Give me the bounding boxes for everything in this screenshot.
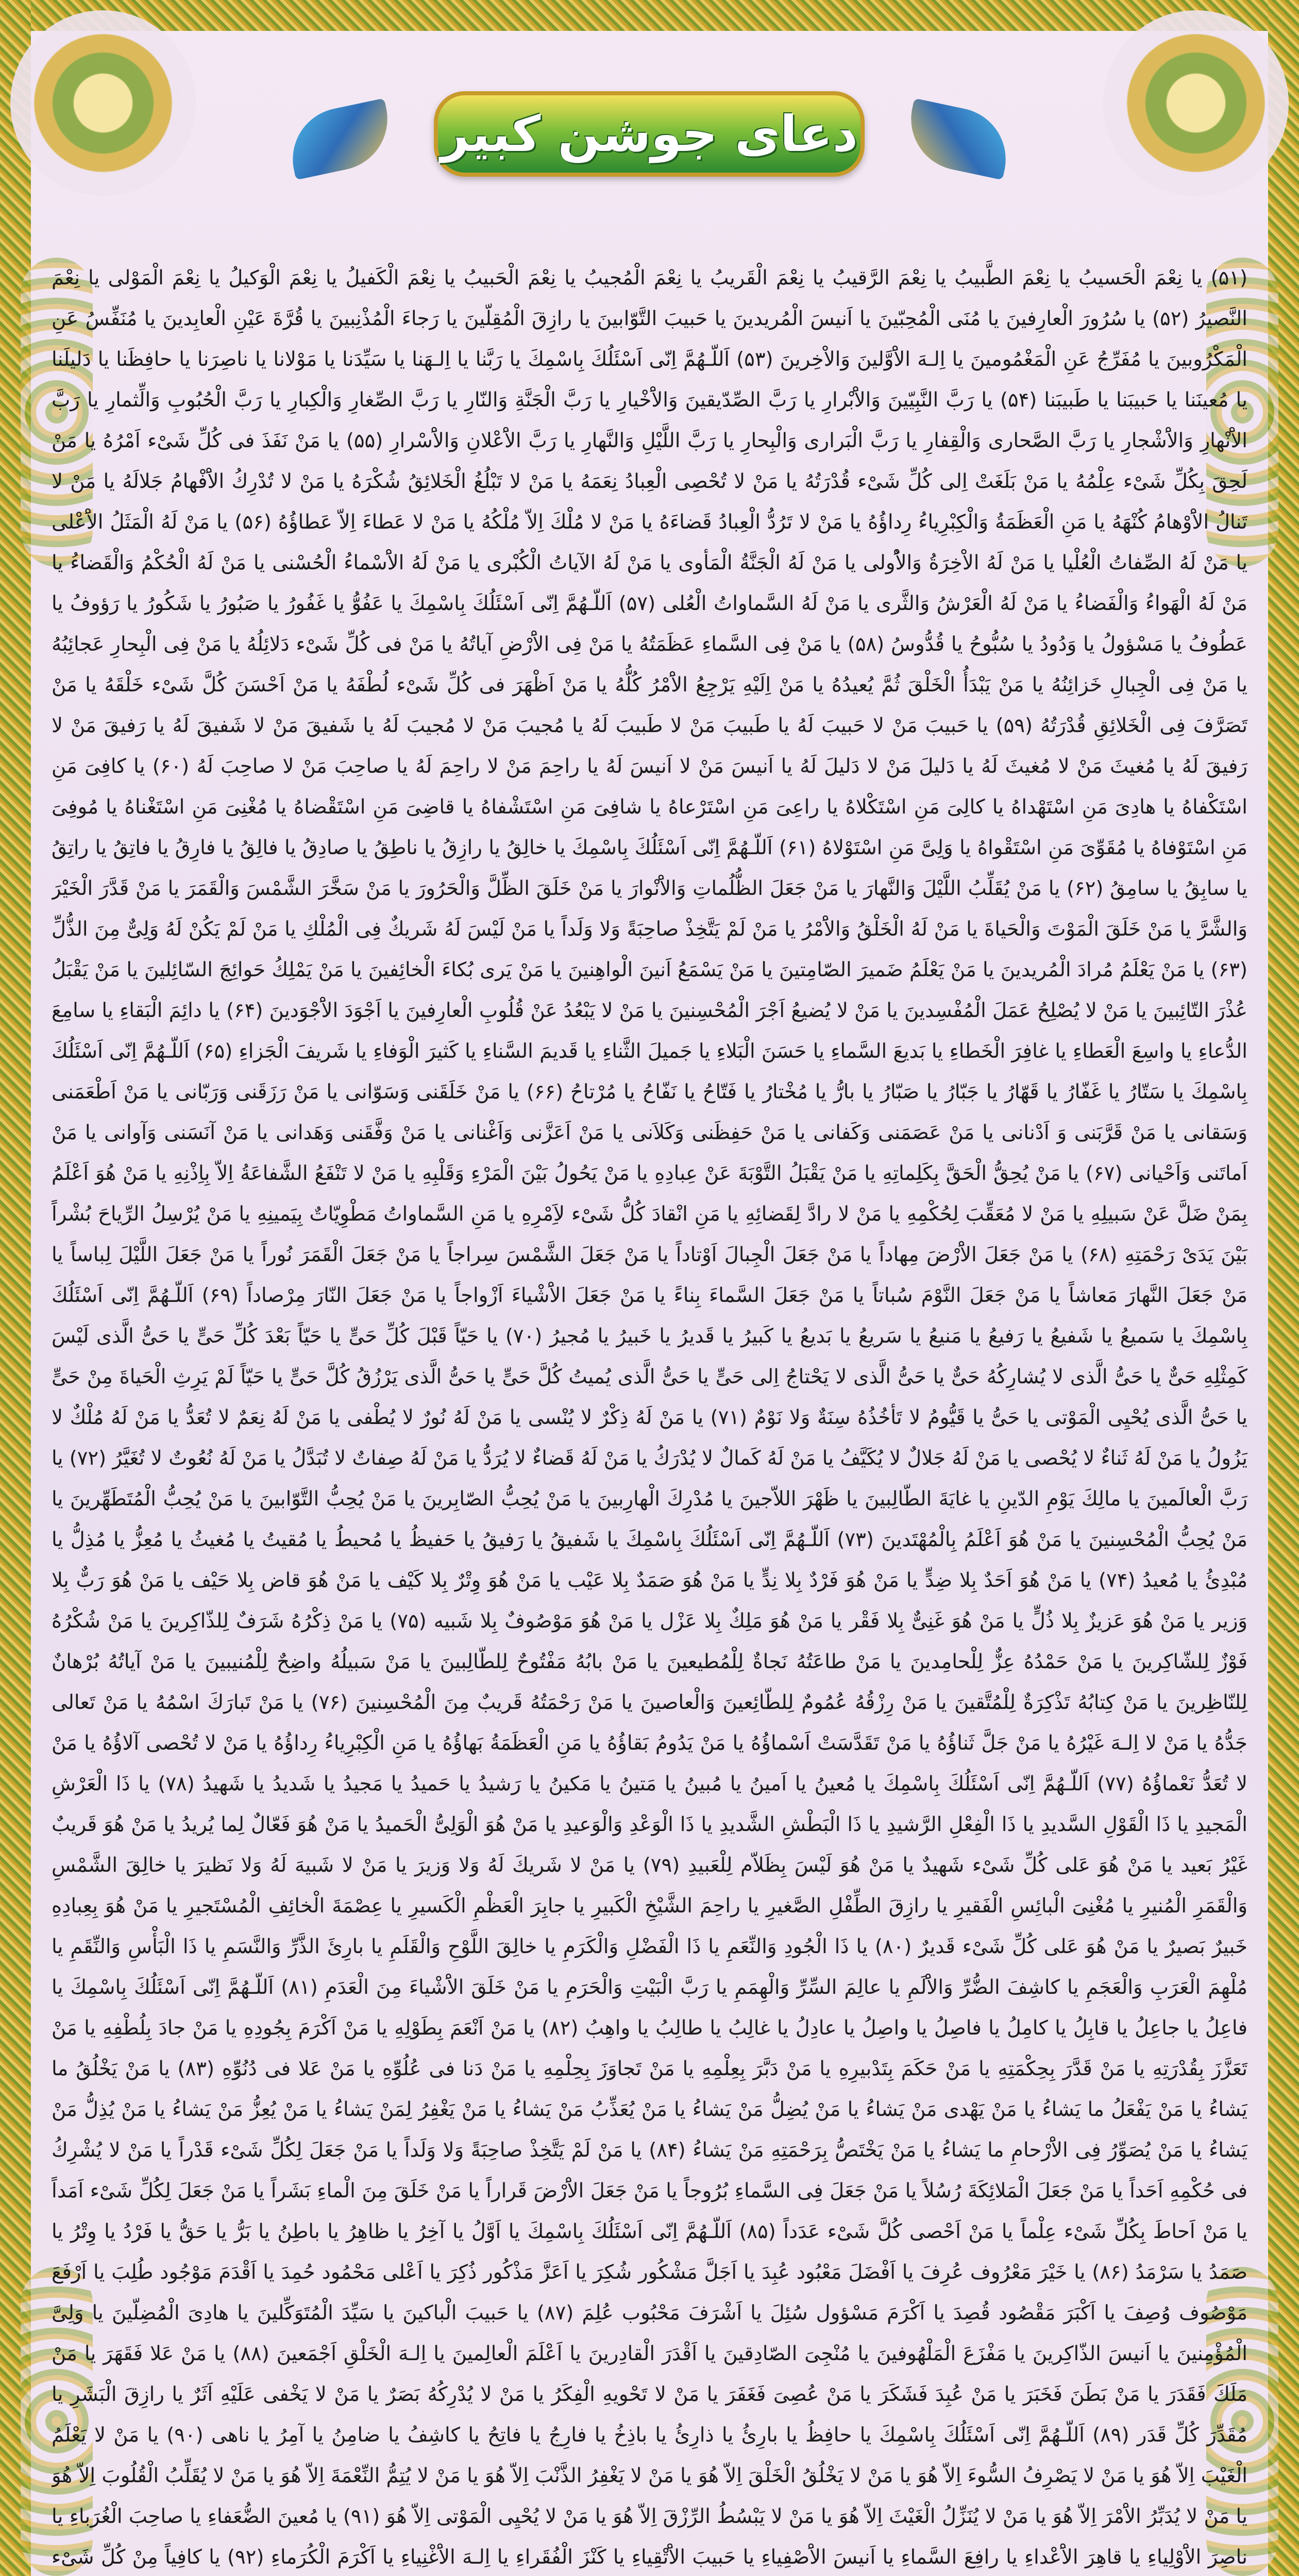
border-top [0, 0, 1299, 31]
prayer-content [52, 258, 1247, 2576]
title-banner [392, 82, 907, 185]
corner-ornament-top-right [1103, 10, 1289, 196]
title-plate [434, 91, 865, 177]
prayer-text: (۵۱) یا نِعْمَ الْحَسیبُ یا نِعْمَ الطَّبیبُ یا نِعْمَ الرَّقیبُ یا نِعْمَ الْقَریبُ یا نِعْمَ الْمُجیبُ یا نِعْمَ الْحَبیبُ یا نِعْمَ الْكَفیلُ یا نِعْمَ الْوَكیلُ یا نِعْمَ الْمَوْلى یا نِعْمَ النَّصیرُ (۵۲) یا سُرُورَ الْعارِفینَ یا مُنَى الْمُحِبّینَ یا اَنیسَ الْمُریدینَ یا حَبیبَ التَّوّابینَ یا رازِقَ الْمُقِلّینَ یا رَجاءَ الْمُذْنِبینَ یا قُرَّةَ عَیْنِ الْعابِدینَ یا مُنَفِّسُ عَنِ الْمَكْرُوبینَ یا مُفَرِّجُ عَنِ الْمَغْمُومینَ یا اِلـهَ الاَْوَّلینَ وَالاْخِرینَ (۵۳) اَللّـهُمَّ اِنّی اَسْئَلُكَ بِاسْمِكَ یا رَبَّنا یا اِلـهَنا یا سَیِّدَنا یا مَوْلانا یا ناصِرَنا یا حافِظَنا یا دَلیلَنا یا مُعینَنا یا حَبیبَنا یا طَبیبَنا (۵۴) یا رَبَّ النَّبِیّینَ وَالاَْبْرارِ یا رَبَّ الصِّدّیقینَ وَالاَْخْیارِ یا رَبَّ الْجَنَّةِ وَالنّارِ یا رَبَّ الصِّغارِ وَالْكِبارِ یا رَبَّ الْحُبُوبِ وَالِّثمارِ یا رَبَّ الاَْنْهارِ وَالاَْشْجارِ یا رَبَّ الصَّحاری وَالْقِفارِ یا رَبَّ الْبَراری وَالْبِحارِ یا رَبَّ اللَّیْلِ وَالنَّهارِ یا رَبَّ الاَْعْلانِ وَالاَْسْرارِ (۵۵) یا مَنْ نَفَذَ فی كُلِّ شَیْء اَمْرُهُ یا مَنْ لَحِقَ بِكُلِّ شَیْء عِلْمُهُ یا مَنْ بَلَغَتْ اِلى كُلِّ شَیْء قُدْرَتُهُ یا مَنْ لا تُحْصِی الْعِبادُ نِعَمَهُ یا مَنْ لا تَبْلُغُ الْخَلائِقُ شُكْرَهُ یا مَنْ لا تُدْرِكُ الاَْفْهامُ جَلالَهُ یا مَنْ لا تَنالُ الاَْوْهامُ كُنْهَهُ یا مَنِ الْعَظَمَةُ وَالْكِبْرِیاءُ رِداؤُهُ یا مَنْ لا تَرُدُّ الْعِبادُ قَضاءَهُ یا مَنْ لا مُلْكَ اِلاّ مُلْكُهُ یا مَنْ لا عَطاءَ اِلاّ عَطاؤُهُ (۵۶) یا مَنْ لَهُ الْمَثَلُ الاَْعْلى یا مَنْ لَهُ الصِّفاتُ الْعُلْیا یا مَنْ لَهُ الاْخِرَةُ وَالاُْولى یا مَنْ لَهُ الْجَنَّةُ الْمَأوى یا مَنْ لَهُ الآیاتُ الْكُبْرى یا مَنْ لَهُ الاَْسْماءُ الْحُسْنى یا مَنْ لَهُ الْحُكْمُ وَالْقَضاءُ یا مَنْ لَهُ الْهَواءُ وَالْفَضاءُ یا مَنْ لَهُ الْعَرْشُ وَالثَّرى یا مَنْ لَهُ السَّماواتُ الْعُلى (۵۷) اَللّـهُمَّ اِنّی اَسْئَلُكَ بِاسْمِكَ یا عَفُوُّ یا غَفُورُ یا صَبُورُ یا شَكُورُ یا رَؤوفُ یا عَطُوفُ یا مَسْؤولُ یا وَدُودُ یا سُبُّوحُ یا قُدُّوسُ (۵۸) یا مَنْ فِی السَّماءِ عَظَمَتُهُ یا مَنْ فِی الاَْرْضِ آیاتُهُ یا مَنْ فی كُلِّ شَیْء دَلائِلُهُ یا مَنْ فِی الْبِحارِ عَجائِبُهُ یا مَنْ فِی الْجِبالِ خَزائِنُهُ یا مَنْ یَبْدَأُ الْخَلْقَ ثُمَّ یُعیدُهُ یا مَنْ اِلَیْهِ یَرْجِعُ الاَْمْرُ كُلُّهُ یا مَنْ اَظْهَرَ فی كُلِّ شَیْء لُطْفَهُ یا مَنْ اَحْسَنَ كُلَّ شَیْء خَلْقَهُ یا مَنْ تَصَرَّفَ فِی الْخَلائِقِ قُدْرَتُهُ (۵۹) یا حَبیبَ مَنْ لا حَبیبَ لَهُ یا طَبیبَ مَنْ لا طَبیبَ لَهُ یا مُجیبَ مَنْ لا مُجیبَ لَهُ یا شَفیقَ مَنْ لا شَفیقَ لَهُ یا رَفیقَ مَنْ لا رَفیقَ لَهُ یا مُغیثَ مَنْ لا مُغیثَ لَهُ یا دَلیلَ مَنْ لا دَلیلَ لَهُ یا اَنیسَ مَنْ لا اَنیسَ لَهُ یا راحِمَ مَنْ لا راحِمَ لَهُ یا صاحِبَ مَنْ لا صاحِبَ لَهُ (۶۰) یا كافِیَ مَنِ اسْتَكْفاهُ یا هادِیَ مَنِ اسْتَهْداهُ یا كالِیَ مَنِ اسْتَكْلاهُ یا راعِیَ مَنِ اسْتَرْعاهُ یا شافِیَ مَنِ اسْتَشْفاهُ یا قاضِیَ مَنِ اسْتَقْضاهُ یا مُغْنِیَ مَنِ اسْتَغْناهُ یا مُوفِیَ مَنِ اسْتَوْفاهُ یا مُقَوِّیَ مَنِ اسْتَقْواهُ یا وَلِیَّ مَنِ اسْتَوْلاهُ (۶۱) اَللّـهُمَّ اِنّی اَسْئَلُكَ بِاسْمِكَ یا خالِقُ یا رازِقُ یا ناطِقُ یا صادِقُ یا فالِقُ یا فارِقُ یا فاتِقُ یا راتِقُ یا سابِقُ یا سامِقُ (۶۲) یا مَنْ یُقَلِّبُ اللَّیْلَ وَالنَّهارَ یا مَنْ جَعَلَ الظُّلُماتِ وَالاَْنْوارَ یا مَنْ خَلَقَ الظِّلَّ وَالْحَرُورَ یا مَنْ سَخَّرَ الشَّمْسَ وَالْقَمَرَ یا مَنْ قَدَّرَ الْخَیْرَ وَالشَّرَّ یا مَنْ خَلَقَ الْمَوْتَ وَالْحَیاةَ یا مَنْ لَهُ الْخَلْقُ وَالاَْمْرُ یا مَنْ لَمْ یَتَّخِذْ صاحِبَةً وَلا وَلَداً یا مَنْ لَیْسَ لَهُ شَریكٌ فِی الْمُلْكِ یا مَنْ لَمْ یَكُنْ لَهُ وَلِیٌّ مِنَ الذُّلِّ (۶۳) یا مَنْ یَعْلَمُ مُرادَ الْمُریدینَ یا مَنْ یَعْلَمُ ضَمیرَ الصّامِتینَ یا مَنْ یَسْمَعُ اَنینَ الْواهِنینَ یا مَنْ یَرى بُكاءَ الْخائِفینَ یا مَنْ یَمْلِكُ حَوائِجَ السّائِلینَ یا مَنْ یَقْبَلُ عُذْرَ التّائِبینَ یا مَنْ لا یُصْلِحُ عَمَلَ الْمُفْسِدینَ یا مَنْ لا یُضیعُ اَجْرَ الْمُحْسِنینَ یا مَنْ لا یَبْعُدُ عَنْ قُلُوبِ الْعارِفینَ یا اَجْوَدَ الاَْجْوَدینَ (۶۴) یا دائِمَ الْبَقاءِ یا سامِعَ الدُّعاءِ یا واسِعَ الْعَطاءِ یا غافِرَ الْخَطاءِ یا بَدیعَ السَّماءِ یا حَسَنَ الْبَلاءِ یا جَمیلَ الثَّناءِ یا قَدیمَ السَّناءِ یا كَثیرَ الْوَفاءِ یا شَریفَ الْجَزاءِ (۶۵) اَللّـهُمَّ اِنّی اَسْئَلُكَ بِاسْمِكَ یا سَتّارُ یا غَفّارُ یا قَهّارُ یا جَبّارُ یا صَبّارُ یا بارُّ یا مُخْتارُ یا فَتّاحُ یا نَفّاحُ یا مُرْتاحُ (۶۶) یا مَنْ خَلَقَنی وَسَوّانی یا مَنْ رَزَقَنی وَرَبّانی یا مَنْ اَطْعَمَنی وَسَقانی یا مَنْ قَرَّبَنی وَ اَدْنانی یا مَنْ عَصَمَنی وَكَفانی یا مَنْ حَفِظَنی وَكَلاَنی یا مَنْ اَعَزَّنی وَاَغْنانی یا مَنْ وَفَّقَنی وَهَدانی یا مَنْ آنَسَنی وَآوانی یا مَنْ اَماتَنی وَاَحْیانی (۶۷) یا مَنْ یُحِقُّ الْحَقَّ بِكَلِماتِهِ یا مَنْ یَقْبَلُ التَّوْبَةَ عَنْ عِبادِهِ یا مَنْ یَحُولُ بَیْنَ الْمَرْءِ وَقَلْبِهِ یا مَنْ لا تَنْفَعُ الشَّفاعَةُ اِلاّ بِاِذْنِهِ یا مَنْ هُوَ اَعْلَمُ بِمَنْ ضَلَّ عَنْ سَبیلِهِ یا مَنْ لا مُعَقِّبَ لِحُكْمِهِ یا مَنْ لا رادَّ لِقَضائِهِ یا مَنِ انْقادَ كُلُّ شَیْء لاَِمْرِهِ یا مَنِ السَّماواتُ مَطْوِیّاتٌ بِیَمینِهِ یا مَنْ یُرْسِلُ الرِّیاحَ بُشْراً بَیْنَ یَدَیْ رَحْمَتِهِ (۶۸) یا مَنْ جَعَلَ الاَْرْضَ مِهاداً یا مَنْ جَعَلَ الْجِبالَ اَوْتاداً یا مَنْ جَعَلَ الشَّمْسَ سِراجاً یا مَنْ جَعَلَ الْقَمَرَ نُوراً یا مَنْ جَعَلَ اللَّیْلَ لِباساً یا مَنْ جَعَلَ النَّهارَ مَعاشاً یا مَنْ جَعَلَ النَّوْمَ سُباتاً یا مَنْ جَعَلَ السَّماءَ بِناءً یا مَنْ جَعَلَ الاَْشْیاءَ اَزْواجاً یا مَنْ جَعَلَ النّارَ مِرْصاداً (۶۹) اَللّـهُمَّ اِنّی اَسْئَلُكَ بِاسْمِكَ یا سَمیعُ یا شَفیعُ یا رَفیعُ یا مَنیعُ یا سَریعُ یا بَدیعُ یا كَبیرُ یا قَدیرُ یا خَبیرُ یا مُجیرُ (۷۰) یا حَیّاً قَبْلَ كُلِّ حَیٍّ یا حَیّاً بَعْدَ كُلِّ حَیٍّ یا حَیُّ الَّذی لَیْسَ كَمِثْلِهِ حَیٌّ یا حَیُّ الَّذی لا یُشارِكُهُ حَیٌّ یا حَیُّ الَّذی لا یَحْتاجُ اِلى حَیٍّ یا حَیُّ الَّذی یُمیتُ كُلَّ حَیٍّ یا حَیُّ الَّذی یَرْزُقُ كُلَّ حَیٍّ یا حَیّاً لَمْ یَرِثِ الْحَیاةَ مِنْ حَیٍّ یا حَیُّ الَّذی یُحْیِی الْمَوْتى یا حَیُّ یا قَیُّومُ لا تَأخُذُهُ سِنَةٌ وَلا نَوْمٌ (۷۱) یا مَنْ لَهُ ذِكْرٌ لا یُنْسى یا مَنْ لَهُ نُورٌ لا یُطْفى یا مَنْ لَهُ نِعَمٌ لا تُعَدُّ یا مَنْ لَهُ مُلْكٌ لا یَزُولُ یا مَنْ لَهُ ثَناءٌ لا یُحْصى یا مَنْ لَهُ جَلالٌ لا یُكَیَّفُ یا مَنْ لَهُ كَمالٌ لا یُدْرَكُ یا مَنْ لَهُ قَضاءٌ لا یُرَدُّ یا مَنْ لَهُ صِفاتٌ لا تُبَدَّلُ یا مَنْ لَهُ نُعُوتٌ لا تُغَیَّرُ (۷۲) یا رَبَّ الْعالَمینَ یا مالِكَ یَوْمِ الدّینِ یا غایَةَ الطّالِبینَ یا ظَهْرَ اللاّجینَ یا مُدْرِكَ الْهارِبینَ یا مَنْ یُحِبُّ الصّابِرینَ یا مَنْ یُحِبُّ التَّوّابینَ یا مَنْ یُحِبُّ الْمُتَطَهِّرینَ یا مَنْ یُحِبُّ الْمُحْسِنینَ یا مَنْ هُوَ اَعْلَمُ بِالْمُهْتَدینَ (۷۳) اَللّـهُمَّ اِنّی اَسْئَلُكَ بِاسْمِكَ یا شَفیقُ یا رَفیقُ یا حَفیظُ یا مُحیطُ یا مُقیتُ یا مُغیثُ یا مُعِزُّ یا مُذِلُّ یا مُبْدِئُ یا مُعیدُ (۷۴) یا مَنْ هُوَ اَحَدٌ بِلا ضِدٍّ یا مَنْ هُوَ فَرْدٌ بِلا نِدٍّ یا مَنْ هُوَ صَمَدٌ بِلا عَیْب یا مَنْ هُوَ وِتْرٌ بِلا كَیْف یا مَنْ هُوَ قاض بِلا حَیْف یا مَنْ هُوَ رَبٌّ بِلا وَزیر یا مَنْ هُوَ عَزیزٌ بِلا ذُلٍّ یا مَنْ هُوَ غَنِیٌّ بِلا فَقْر یا مَنْ هُوَ مَلِكٌ بِلا عَزْل یا مَنْ هُوَ مَوْصُوفٌ بِلا شَبیه (۷۵) یا مَنْ ذِكْرُهُ شَرَفٌ لِلذّاكِرینَ یا مَنْ شُكْرُهُ فَوْزٌ لِلشّاكِرینَ یا مَنْ حَمْدُهُ عِزٌّ لِلْحامِدینَ یا مَنْ طاعَتُهُ نَجاةٌ لِلْمُطیعینَ یا مَنْ بابُهُ مَفْتُوحٌ لِلطّالِبینَ یا مَنْ سَبیلُهُ واضِحٌ لِلْمُنیبینَ یا مَنْ آیاتُهُ بُرْهانٌ لِلنّاظِرینَ یا مَنْ كِتابُهُ تَذْكِرَةٌ لِلْمُتَّقینَ یا مَنْ رِزْقُهُ عُمُومٌ لِلطّائِعینَ وَالْعاصینَ یا مَنْ رَحْمَتُهُ قَریبٌ مِنَ الْمُحْسِنینَ (۷۶) یا مَنْ تَبارَكَ اسْمُهُ یا مَنْ تَعالى جَدُّهُ یا مَنْ لا اِلـهَ غَیْرُهُ یا مَنْ جَلَّ ثَناؤُهُ یا مَنْ تَقَدَّسَتْ اَسْماؤُهُ یا مَنْ یَدُومُ بَقاؤُهُ یا مَنِ الْعَظَمَةُ بَهاؤُهُ یا مَنِ الْكِبْرِیاءُ رِداؤُهُ یا مَنْ لا تُحْصى آلاؤُهُ یا مَنْ لا تُعَدُّ نَعْماؤُهُ (۷۷) اَللّـهُمَّ اِنّی اَسْئَلُكَ بِاسْمِكَ یا مُعینُ یا اَمینُ یا مُبینُ یا مَتینُ یا مَكینُ یا رَشیدُ یا حَمیدُ یا مَجیدُ یا شَدیدُ یا شَهیدُ (۷۸) یا ذَا الْعَرْشِ الْمَجیدِ یا ذَا الْقَوْلِ السَّدیدِ یا ذَا الْفِعْلِ الرَّشیدِ یا ذَا الْبَطْشِ الشَّدیدِ یا ذَا الْوَعْدِ وَالْوَعیدِ یا مَنْ هُوَ الْوَلِیُّ الْحَمیدُ یا مَنْ هُوَ فَعّالٌ لِما یُریدُ یا مَنْ هُوَ قَریبٌ غَیْرُ بَعید یا مَنْ هُوَ عَلى كُلِّ شَیْء شَهیدٌ یا مَنْ هُوَ لَیْسَ بِظَلاّم لِلْعَبیدِ (۷۹) یا مَنْ لا شَریكَ لَهُ وَلا وَزیرَ یا مَنْ لا شَبیهَ لَهُ وَلا نَظیرَ یا خالِقَ الشَّمْسِ وَالْقَمَرِ الْمُنیرِ یا مُغْنِیَ الْبائِسِ الْفَقیرِ یا رازِقَ الطِّفْلِ الصَّغیرِ یا راحِمَ الشَّیْخِ الْكَبیرِ یا جابِرَ الْعَظْمِ الْكَسیرِ یا عِصْمَةَ الْخائِفِ الْمُسْتَجیرِ یا مَنْ هُوَ بِعِبادِهِ خَبیرٌ بَصیرٌ یا مَنْ هُوَ عَلى كُلِّ شَیْء قَدیرٌ (۸۰) یا ذَا الْجُودِ وَالنِّعَمِ یا ذَا الْفَضْلِ وَالْكَرَمِ یا خالِقَ اللَّوْحِ وَالْقَلَمِ یا بارِئَ الذَّرِّ وَالنَّسَمِ یا ذَا الْبَأْسِ وَالنِّقَمِ یا مُلْهِمَ الْعَرَبِ وَالْعَجَمِ یا كاشِفَ الضُّرِّ وَالاَْلَمِ یا عالِمَ السِّرِّ وَالْهِمَمِ یا رَبَّ الْبَیْتِ وَالْحَرَمِ یا مَنْ خَلَقَ الاَْشْیاءَ مِنَ الْعَدَمِ (۸۱) اَللّـهُمَّ اِنّی اَسْئَلُكَ بِاسْمِكَ یا فاعِلُ یا جاعِلُ یا قابِلُ یا كامِلُ یا فاصِلُ یا واصِلُ یا عادِلُ یا غالِبُ یا طالِبُ یا واهِبُ (۸۲) یا مَنْ اَنْعَمَ بِطَوْلِهِ یا مَنْ اَكْرَمَ بِجُودِهِ یا مَنْ جادَ بِلُطْفِهِ یا مَنْ تَعَزَّزَ بِقُدْرَتِهِ یا مَنْ قَدَّرَ بِحِكْمَتِهِ یا مَنْ حَكَمَ بِتَدْبیرِهِ یا مَنْ دَبَّرَ بِعِلْمِهِ یا مَنْ تَجاوَزَ بِحِلْمِهِ یا مَنْ دَنا فی عُلُوِّهِ یا مَنْ عَلا فی دُنُوِّهِ (۸۳) یا مَنْ یَخْلُقُ ما یَشاءُ یا مَنْ یَفْعَلُ ما یَشاءُ یا مَنْ یَهْدی مَنْ یَشاءُ یا مَنْ یُضِلُّ مَنْ یَشاءُ یا مَنْ یُعَذِّبُ مَنْ یَشاءُ یا مَنْ یَغْفِرُ لِمَنْ یَشاءُ یا مَنْ یُعِزُّ مَنْ یَشاءُ یا مَنْ یُذِلُّ مَنْ یَشاءُ یا مَنْ یُصَوِّرُ فِی الاَْرْحامِ ما یَشاءُ یا مَنْ یَخْتَصُّ بِرَحْمَتِهِ مَنْ یَشاءُ (۸۴) یا مَنْ لَمْ یَتَّخِذْ صاحِبَةً وَلا وَلَداً یا مَنْ جَعَلَ لِكُلِّ شَیْء قَدْراً یا مَنْ لا یُشْرِكُ فی حُكْمِهِ اَحَداً یا مَنْ جَعَلَ الْمَلائِكَةَ رُسُلاً یا مَنْ جَعَلَ فِی السَّماءِ بُرُوجاً یا مَنْ جَعَلَ الاَْرْضَ قَراراً یا مَنْ خَلَقَ مِنَ الْماءِ بَشَراً یا مَنْ جَعَلَ لِكُلِّ شَیْء اَمَداً یا مَنْ اَحاطَ بِكُلِّ شَیْء عِلْماً یا مَنْ اَحْصى كُلَّ شَیْء عَدَداً (۸۵) اَللّـهُمَّ اِنّی اَسْئَلُكَ بِاسْمِكَ یا اَوَّلُ یا آخِرُ یا ظاهِرُ یا باطِنُ یا بَرُّ یا حَقُّ یا فَرْدُ یا وِتْرُ یا صَمَدُ یا سَرْمَدُ (۸۶) یا خَیْرَ مَعْرُوف عُرِفَ یا اَفْضَلَ مَعْبُود عُبِدَ یا اَجَلَّ مَشْكُور شُكِرَ یا اَعَزَّ مَذْكُور ذُكِرَ یا اَعْلى مَحْمُود حُمِدَ یا اَقْدَمَ مَوْجُود طُلِبَ یا اَرْفَعَ مَوْصُوف وُصِفَ یا اَكْبَرَ مَقْصُود قُصِدَ یا اَكْرَمَ مَسْؤول سُئِلَ یا اَشْرَفَ مَحْبُوب عُلِمَ (۸۷) یا حَبیبَ الْباكینَ یا سَیِّدَ الْمُتَوَكِّلینَ یا هادِیَ الْمُضِلّینَ یا وَلِیَّ الْمُؤْمِنینَ یا اَنیسَ الذّاكِرینَ یا مَفْزَعَ الْمَلْهُوفینَ یا مُنْجِیَ الصّادِقینَ یا اَقْدَرَ الْقادِرینَ یا اَعْلَمَ الْعالِمینَ یا اِلـهَ الْخَلْقِ اَجْمَعینَ (۸۸) یا مَنْ عَلا فَقَهَرَ یا مَنْ مَلَكَ فَقَدَرَ یا مَنْ بَطَنَ فَخَبَرَ یا مَنْ عُبِدَ فَشَكَرَ یا مَنْ عُصِیَ فَغَفَرَ یا مَنْ لا تَحْویهِ الْفِكَرُ یا مَنْ لا یُدْرِكُهُ بَصَرٌ یا مَنْ لا یَخْفى عَلَیْهِ اَثَرٌ یا رازِقَ الْبَشَرِ یا مُقَدِّرَ كُلِّ قَدَر (۸۹) اَللّـهُمَّ اِنّی اَسْئَلُكَ بِاسْمِكَ یا حافِظُ یا بارِئُ یا ذارِئُ یا باذِخُ یا فارِجُ یا فاتِحُ یا كاشِفُ یا ضامِنُ یا آمِرُ یا ناهی (۹۰) یا مَنْ لا یَعْلَمُ الْغَیْبَ اِلاّ هُوَ یا مَنْ لا یَصْرِفُ السُّوءَ اِلاّ هُوَ یا مَنْ لا یَخْلُقُ الْخَلْقَ اِلاّ هُوَ یا مَنْ لا یَغْفِرُ الذَّنْبَ اِلاّ هُوَ یا مَنْ لا یُتِمُّ النِّعْمَةَ اِلاّ هُوَ یا مَنْ لا یُقَلِّبُ الْقُلُوبَ اِلاّ هُوَ یا مَنْ لا یُدَبِّرُ الاَْمْرَ اِلاّ هُوَ یا مَنْ لا یُنَزِّلُ الْغَیْثَ اِلاّ هُوَ یا مَنْ لا یَبْسُطُ الرِّزْقَ اِلاّ هُوَ یا مَنْ لا یُحْیِی الْمَوْتى اِلاّ هُوَ (۹۱) یا مُعینَ الضُّعَفاءِ یا صاحِبَ الْغُرَباءِ یا ناصِرَ الاَْوْلِیاءِ یا قاهِرَ الاَْعْداءِ یا رافِعَ السَّماءِ یا اَنیسَ الاَْصْفِیاءِ یا حَبیبَ الاَْتْقِیاءِ یا كَنْزَ الْفُقَراءِ یا اِلـهَ الاَْغْنِیاءِ یا اَكْرَمَ الْكُرَماءِ (۹۲) یا كافِیاً مِنْ كُلِّ شَیْء [52, 266, 1247, 2569]
page-title: دعای جوشن کبیر [441, 105, 858, 163]
corner-ornament-top-left [10, 10, 196, 196]
